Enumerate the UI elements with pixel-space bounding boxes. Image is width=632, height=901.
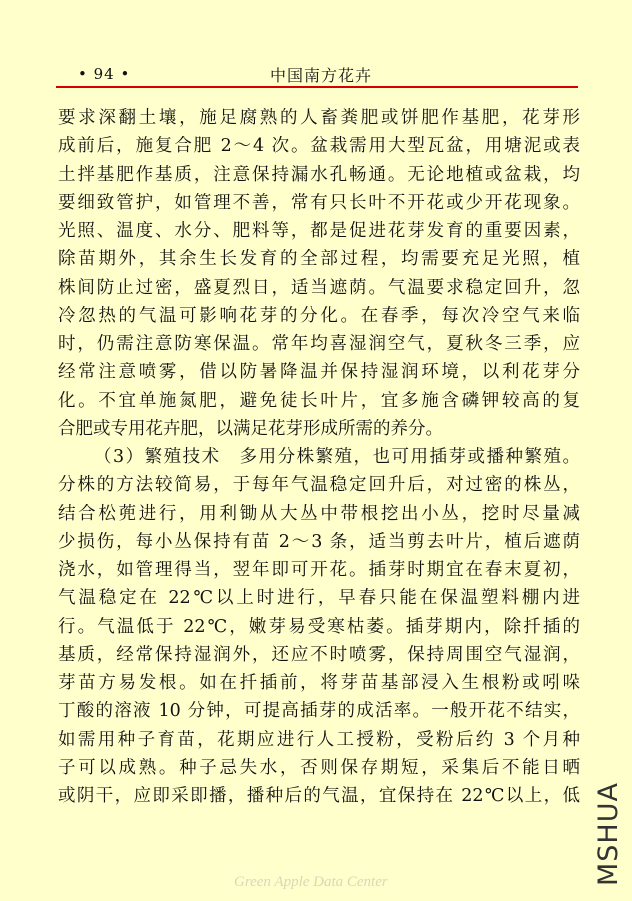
text-line: 分株的方法较简易，于每年气温稳定回升后，对过密的株丛， [58, 475, 580, 496]
text-line: 行。气温低于 22℃，嫩芽易受寒枯萎。插芽期内，除扦插的 [58, 616, 580, 637]
page-number: • 94 • [78, 65, 131, 83]
text-line: 冷忽热的气温可影响花芽的分化。在春季，每次冷空气来临 [58, 305, 580, 326]
page-header [58, 63, 578, 85]
text-line: 子可以成熟。种子忌失水，否则保存期短，采集后不能日晒 [58, 757, 580, 778]
text-line: 或阴干，应即采即播，播种后的气温，宜保持在 22℃以上，低 [58, 786, 580, 806]
text-line: 土拌基肥作基质，注意保持漏水孔畅通。无论地植或盆栽，均 [58, 164, 580, 185]
side-mark: MSHUA [593, 782, 624, 886]
text-line: 芽苗方易发根。如在扦插前，将芽苗基部浸入生根粉或吲哚 [58, 673, 580, 693]
text-line: 除苗期外，其余生长发育的全部过程，均需要充足光照，植 [58, 249, 580, 270]
text-line: 经常注意喷雾，借以防暑降温并保持湿润环境，以利花芽分 [58, 362, 580, 383]
text-line: （3）繁殖技术 多用分株繁殖，也可用插芽或播种繁殖。 [94, 447, 580, 467]
header-rule [56, 86, 578, 88]
watermark: Green Apple Data Center [234, 874, 388, 890]
text-line: 如需用种子育苗，花期应进行人工授粉，受粉后约 3 个月种 [58, 729, 580, 750]
running-title: 中国南方花卉 [270, 66, 373, 85]
text-line: 要细致管护，如管理不善，常有只长叶不开花或少开花现象。 [58, 192, 580, 213]
body-text [58, 104, 580, 810]
text-line: 结合松蔸进行，用利锄从大丛中带根挖出小丛，挖时尽量减 [58, 503, 580, 524]
text-line: 成前后，施复合肥 2～4 次。盆栽需用大型瓦盆，用塘泥或表 [58, 136, 580, 157]
text-line: 丁酸的溶液 10 分钟，可提高插芽的成活率。一般开花不结实， [58, 701, 580, 722]
text-line: 光照、温度、水分、肥料等，都是促进花芽发育的重要因素， [58, 221, 580, 241]
text-line: 少损伤，每小丛保持有苗 2～3 条，适当剪去叶片，植后遮荫 [58, 531, 580, 552]
text-line: 化。不宜单施氮肥，避免徒长叶片，宜多施含磷钾较高的复 [58, 390, 580, 411]
text-line: 气温稳定在 22℃以上时进行，早春只能在保温塑料棚内进 [58, 588, 580, 609]
text-line: 基质，经常保持湿润外，还应不时喷雾，保持周围空气湿润， [58, 644, 580, 665]
text-line: 浇水，如管理得当，翌年即可开花。插芽时期宜在春末夏初， [58, 560, 580, 580]
text-line: 株间防止过密，盛夏烈日，适当遮荫。气温要求稳定回升，忽 [58, 277, 580, 298]
text-line: 合肥或专用花卉肥，以满足花芽形成所需的养分。 [58, 418, 443, 439]
text-line: 时，仍需注意防寒保温。常年均喜湿润空气，夏秋冬三季，应 [58, 334, 580, 354]
text-line: 要求深翻土壤，施足腐熟的人畜粪肥或饼肥作基肥，花芽形 [58, 108, 580, 128]
